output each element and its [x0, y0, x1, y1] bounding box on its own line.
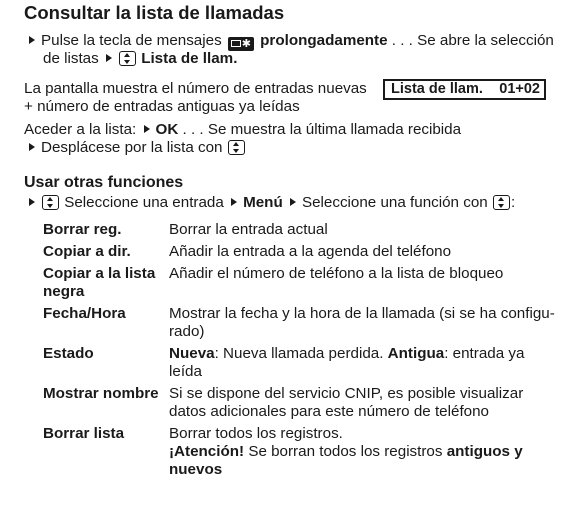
function-description: Añadir el número de teléfono a la lista de bloqueo [169, 265, 504, 282]
step-open-list: Pulse la tecla de mensajes ✱ prolongadamente . . . Se abre la selección [26, 32, 554, 51]
scroll-list-step: Desplácese por la lista con [26, 139, 246, 157]
nav-key-icon [42, 195, 59, 210]
step-open-list-line2: de listas Lista de llam. [43, 50, 238, 67]
step-arrow-icon [231, 198, 237, 206]
step-arrow-icon [29, 36, 35, 44]
section-title-other-functions: Usar otras funciones [24, 174, 184, 191]
function-term: Fecha/Hora [43, 305, 126, 322]
nav-key-icon [119, 51, 136, 66]
step-arrow-icon [290, 198, 296, 206]
display-screen [383, 79, 546, 100]
message-key-icon: ✱ [228, 37, 254, 51]
function-term: Borrar reg. [43, 221, 122, 238]
envelope-icon [231, 40, 241, 47]
display-explanation-line2: + número de entradas antiguas ya leídas [24, 98, 300, 115]
nav-key-icon [228, 140, 245, 155]
function-term: Copiar a dir. [43, 243, 131, 260]
display-explanation-line1: La pantalla muestra el número de entradas nuevas [24, 80, 367, 97]
function-description: Borrar todos los registros. [169, 425, 343, 442]
display-count: 01+02 [499, 81, 540, 97]
function-term: Borrar lista [43, 425, 125, 442]
display-label: Lista de llam. [391, 81, 483, 97]
function-description-continued: datos adicionales para este número de teléfono [169, 403, 489, 420]
step-arrow-icon [144, 125, 150, 133]
section-title-call-list: Consultar la lista de llamadas [24, 2, 285, 23]
function-description: Borrar la entrada actual [169, 221, 328, 238]
function-term-continued: negra [43, 283, 85, 300]
warning-text: ¡Atención! Se borran todos los registros antiguos y [169, 443, 523, 460]
function-term: Mostrar nombre [43, 385, 159, 402]
nav-key-icon [493, 195, 510, 210]
function-description-continued: rado) [169, 323, 205, 340]
step-arrow-icon [106, 54, 112, 62]
access-list-line: Aceder a la lista: OK . . . Se muestra la última llamada recibida [24, 121, 462, 138]
function-description: Mostrar la fecha y la hora de la llamada (si se ha configu- [169, 305, 555, 322]
function-description: Si se dispone del servicio CNIP, es posible visualizar [169, 385, 524, 402]
function-description-continued: leída [169, 363, 202, 380]
step-arrow-icon [29, 198, 35, 206]
function-term: Copiar a la lista [43, 265, 156, 282]
warning-text-continued: nuevos [169, 461, 223, 478]
function-term: Estado [43, 345, 94, 362]
select-function-step: Seleccione una entrada Menú Seleccione una función con : [26, 194, 515, 212]
function-description: Nueva: Nueva llamada perdida. Antigua: entrada ya [169, 345, 525, 362]
function-description: Añadir la entrada a la agenda del teléfono [169, 243, 452, 260]
step-arrow-icon [29, 143, 35, 151]
